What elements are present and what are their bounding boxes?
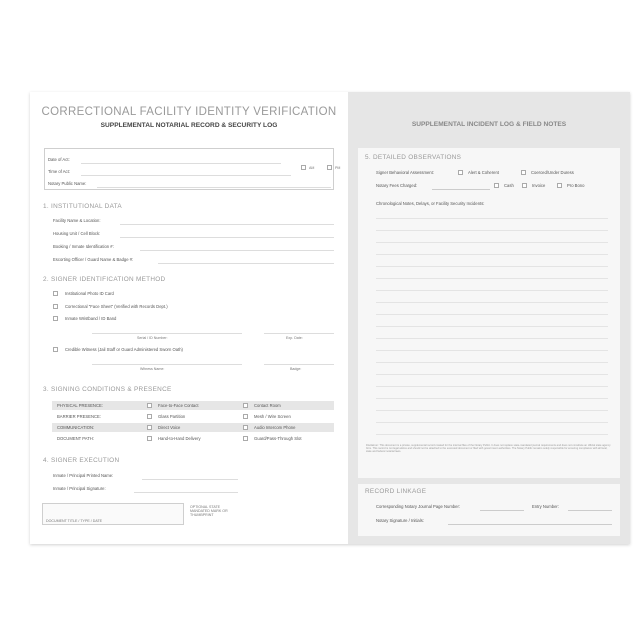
contact-room-label: Contact Room — [254, 403, 281, 408]
escorting-officer-field[interactable] — [158, 263, 334, 264]
coerced-checkbox[interactable] — [521, 170, 526, 175]
section-2-title: 2. SIGNER IDENTIFICATION METHOD — [43, 276, 166, 283]
escorting-officer-label: Escorting Officer / Guard Name & Badge #: — [53, 257, 134, 262]
booking-id-label: Booking / Inmate Identification #: — [53, 244, 114, 249]
witness-name-field[interactable] — [92, 364, 242, 365]
pm-label: PM — [335, 166, 341, 170]
witness-name-label: Witness Name: — [140, 367, 165, 371]
note-line — [376, 434, 608, 435]
note-line — [376, 398, 608, 399]
behavior-label: Signer Behavioral Assessment: — [376, 170, 434, 175]
document-title-label: DOCUMENT TITLE / TYPE / DATE — [46, 519, 103, 523]
signature-label: Inmate / Principal Signature: — [53, 486, 106, 491]
cash-label: Cash — [504, 183, 514, 188]
invoice-checkbox[interactable] — [522, 183, 527, 188]
printed-name-field[interactable] — [142, 479, 238, 480]
face-to-face-label: Face-to-Face Contact — [158, 403, 199, 408]
pass-through-label: Guard/Pass-Through Slot — [254, 436, 302, 441]
hand-delivery-checkbox[interactable] — [147, 436, 152, 441]
disclaimer-text: Disclaimer: This document is a private, supplemental record created for the internal files of the Notary Public. It does not replace state-mandated journal requirements and does not constitute an official state agency form. This record is not legal advice and should not be attached to the executed document or filed with government authorities. The Notary Public remains solely responsible for ensuring compliance with all local, state and federal notarial laws. — [366, 444, 611, 454]
note-line — [376, 410, 608, 411]
note-line — [376, 278, 608, 279]
notary-signature-label: Notary Signature / Initials: — [376, 518, 424, 523]
contact-room-checkbox[interactable] — [243, 403, 248, 408]
document-path-label: DOCUMENT PATH: — [57, 436, 94, 441]
notepad-page — [30, 92, 630, 544]
housing-unit-field[interactable] — [120, 237, 334, 238]
invoice-label: Invoice — [532, 183, 546, 188]
pass-through-checkbox[interactable] — [243, 436, 248, 441]
facility-name-label: Facility Name & Location: — [53, 218, 101, 223]
form-subtitle: SUPPLEMENTAL NOTARIAL RECORD & SECURITY LOG — [100, 122, 278, 129]
note-line — [376, 350, 608, 351]
pro-bono-checkbox[interactable] — [557, 183, 562, 188]
entry-number-label: Entry Number: — [532, 504, 559, 509]
right-page — [348, 92, 630, 544]
note-line — [376, 218, 608, 219]
printed-name-label: Inmate / Principal Printed Name: — [53, 473, 114, 478]
booking-id-field[interactable] — [140, 250, 334, 251]
direct-voice-checkbox[interactable] — [147, 425, 152, 430]
facility-name-field[interactable] — [120, 224, 334, 225]
mesh-screen-checkbox[interactable] — [243, 414, 248, 419]
photo-id-label: Institutional Photo ID Card — [65, 291, 114, 296]
notary-name-label: Notary Public Name: — [48, 181, 87, 186]
credible-witness-label: Credible Witness (Jail Staff or Guard Administered Sworn Oath) — [65, 347, 183, 352]
note-line — [376, 254, 608, 255]
note-line — [376, 266, 608, 267]
note-line — [376, 242, 608, 243]
pro-bono-label: Pro Bono — [567, 183, 585, 188]
note-line — [376, 362, 608, 363]
right-title: SUPPLEMENTAL INCIDENT LOG & FIELD NOTES — [411, 121, 567, 128]
note-line — [376, 422, 608, 423]
badge-field[interactable] — [264, 364, 334, 365]
notary-signature-field[interactable] — [448, 524, 612, 525]
section-1-title: 1. INSTITUTIONAL DATA — [43, 203, 122, 210]
observations-panel — [358, 148, 620, 478]
am-label: AM — [309, 166, 315, 170]
note-line — [376, 230, 608, 231]
section-4-title: 4. SIGNER EXECUTION — [43, 457, 120, 464]
note-line — [376, 374, 608, 375]
fees-label: Notary Fees Charged: — [376, 183, 418, 188]
photo-id-checkbox[interactable] — [53, 291, 58, 296]
communication-label: COMMUNICATION: — [57, 425, 95, 430]
physical-presence-label: PHYSICAL PRESENCE: — [57, 403, 103, 408]
audio-intercom-label: Audio Intercom Phone — [254, 425, 296, 430]
serial-number-field[interactable] — [92, 333, 242, 334]
note-line — [376, 338, 608, 339]
thumbprint-label: OPTIONAL STATE MANDATED MARK OR THUMBPRINT — [190, 505, 228, 518]
coerced-label: Coerced/Under Duress — [531, 170, 574, 175]
exp-date-label: Exp. Date: — [286, 336, 303, 340]
section-5-title: 5. DETAILED OBSERVATIONS — [365, 154, 462, 161]
barrier-presence-label: BARRIER PRESENCE: — [57, 414, 101, 419]
badge-label: Badge: — [290, 367, 302, 371]
serial-number-label: Serial / ID Number: — [137, 336, 168, 340]
time-of-act-label: Time of Act: — [48, 169, 70, 174]
note-line — [376, 302, 608, 303]
credible-witness-checkbox[interactable] — [53, 347, 58, 352]
housing-unit-label: Housing Unit / Cell Block: — [53, 231, 101, 236]
notes-label: Chronological Notes, Delays, or Facility Security Incidents: — [376, 201, 485, 206]
glass-partition-checkbox[interactable] — [147, 414, 152, 419]
record-linkage-panel — [358, 484, 620, 536]
note-line — [376, 314, 608, 315]
face-sheet-label: Correctional "Face Sheet" (Verified with Records Dept.) — [65, 304, 168, 309]
hand-delivery-label: Hand-to-Hand Delivery — [158, 436, 201, 441]
wristband-checkbox[interactable] — [53, 316, 58, 321]
note-line — [376, 326, 608, 327]
alert-label: Alert & Coherent — [468, 170, 499, 175]
section-3-title: 3. SIGNING CONDITIONS & PRESENCE — [43, 386, 172, 393]
note-line — [376, 386, 608, 387]
mesh-screen-label: Mesh / Wire Screen — [254, 414, 291, 419]
signature-field[interactable] — [134, 492, 238, 493]
pm-checkbox[interactable] — [327, 165, 332, 170]
face-to-face-checkbox[interactable] — [147, 403, 152, 408]
record-linkage-title: RECORD LINKAGE — [365, 488, 427, 495]
form-title: CORRECTIONAL FACILITY IDENTITY VERIFICATION — [41, 106, 337, 118]
am-checkbox[interactable] — [301, 165, 306, 170]
notes-lines[interactable] — [376, 210, 608, 442]
exp-date-field[interactable] — [264, 333, 334, 334]
cash-checkbox[interactable] — [494, 183, 499, 188]
header-box — [44, 148, 341, 190]
fees-field[interactable] — [432, 189, 490, 190]
left-page — [30, 92, 348, 544]
wristband-label: Inmate Wristband / ID Band — [65, 316, 117, 321]
glass-partition-label: Glass Partition — [158, 414, 186, 419]
face-sheet-checkbox[interactable] — [53, 304, 58, 309]
journal-page-field[interactable] — [480, 510, 524, 511]
note-line — [376, 290, 608, 291]
direct-voice-label: Direct Voice — [158, 425, 181, 430]
entry-number-field[interactable] — [568, 510, 612, 511]
date-of-act-label: Date of Act: — [48, 157, 70, 162]
audio-intercom-checkbox[interactable] — [243, 425, 248, 430]
journal-page-label: Corresponding Notary Journal Page Number: — [376, 504, 461, 509]
alert-checkbox[interactable] — [458, 170, 463, 175]
